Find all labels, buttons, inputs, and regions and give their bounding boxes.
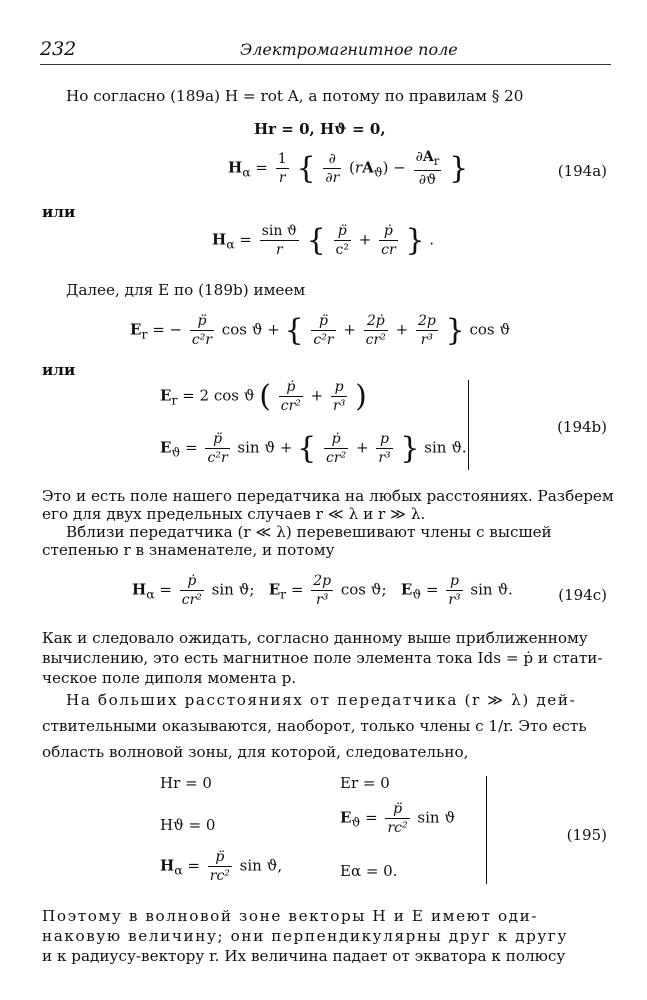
equation-label-194a: (194a) xyxy=(557,162,607,180)
text-line: Как и следовало ожидать, согласно данному выше приближенному xyxy=(42,629,588,647)
equation-194b-er: $E_r = 2$ cos ϑ ( $\frac{\text{ṗ}}{\text{cr²}}$ + $\frac{p}{\text{r³}}$ ) xyxy=(160,379,367,414)
text-line: вычислению, это есть магнитное поле элемента тока Ids = ṗ и стати- xyxy=(42,649,603,667)
equation-label-194b: (194b) xyxy=(557,418,607,436)
text-line: ствительными оказываются, наоборот, только члены с 1/r. Это есть xyxy=(42,717,587,735)
text-line: область волновой зоны, для которой, следовательно, xyxy=(42,743,469,761)
text-line: Далее, для E по (189b) имеем xyxy=(66,281,306,299)
text-line: ческое поле диполя момента p. xyxy=(42,669,297,687)
equation-195-etheta: $E_ϑ$ = $\frac{p̈}{\text{rc²}}$ sin ϑ xyxy=(340,801,456,836)
equation-195-htheta: Hϑ = 0 xyxy=(160,816,216,834)
text-line: Но согласно (189a) H = rot A, а потому по правилам § 20 xyxy=(66,87,524,105)
text-or: или xyxy=(42,203,76,221)
page-header xyxy=(40,38,611,65)
equation-195-er: Er = 0 xyxy=(340,774,390,792)
brace xyxy=(476,776,487,884)
equation-194a: $H_\alpha$ = $\frac{1}{r}$ { $\frac{\partial}{\partial r}$ $(rA_ϑ)$ − $\frac{\partial A_r}{\partial ϑ}$ } xyxy=(228,149,469,188)
equation-194c: $H_\alpha$ = $\frac{\text{ṗ}}{\text{cr²}}$ sin ϑ; $E_r$ = $\frac{2p}{\text{r³}}$ cos ϑ; $E_ϑ$ = $\frac{p}{\text{r³}}$ sin ϑ. xyxy=(132,573,513,608)
running-title: Электромагнитное поле xyxy=(240,40,458,59)
equation-195-ealpha: Eα = 0. xyxy=(340,862,398,880)
equation-195-hr: Hr = 0 xyxy=(160,774,212,792)
equation-er-full: $E_r$ = − $\frac{p̈}{\text{c²r}}$ cos ϑ + { $\frac{p̈}{\text{c²r}}$ + $\frac{\text{2ṗ}}{\text{cr²}}$ + $\frac{2p}{\text{r³}}$ } cos ϑ xyxy=(130,313,511,348)
text-line: На больших расстояниях от передатчика (r ≫ λ) дей- xyxy=(66,691,577,709)
text-line: его для двух предельных случаев r ≪ λ и r ≫ λ. xyxy=(42,505,426,523)
equation-194b-etheta: $E_ϑ$ = $\frac{p̈}{\text{c²r}}$ sin ϑ + { $\frac{\text{ṗ}}{\text{cr²}}$ + $\frac{p}{\text{r³}}$ } sin ϑ. xyxy=(160,431,467,466)
equation-label-195: (195) xyxy=(566,826,607,844)
equation-h-alpha: $H_\alpha$ = $\frac{\text{sin ϑ}}{r}$ { $\frac{p̈}{\text{c²}}$ + $\frac{\text{ṗ}}{cr}$ } . xyxy=(212,223,435,258)
brace xyxy=(458,380,469,470)
text-line: наковую величину; они перпендикулярны друг к другу xyxy=(42,927,569,945)
text-line: и к радиусу-вектору r. Их величина падает от экватора к полюсу xyxy=(42,947,566,965)
equation-h-components: Hr = 0, Hϑ = 0, xyxy=(254,120,386,138)
text-line: Это и есть поле нашего передатчика на любых расстояниях. Разберем xyxy=(42,487,614,505)
text-or: или xyxy=(42,361,76,379)
text-line: Поэтому в волновой зоне векторы H и E имеют оди- xyxy=(42,907,539,925)
text-line: Вблизи передатчика (r ≪ λ) перевешивают члены с высшей xyxy=(66,523,552,541)
page-number: 232 xyxy=(40,38,77,60)
text-line: степенью r в знаменателе, и потому xyxy=(42,541,335,559)
equation-label-194c: (194c) xyxy=(558,586,607,604)
equation-195-halpha: $H_\alpha$ = $\frac{p̈}{\text{rc²}}$ sin ϑ, xyxy=(160,849,283,884)
